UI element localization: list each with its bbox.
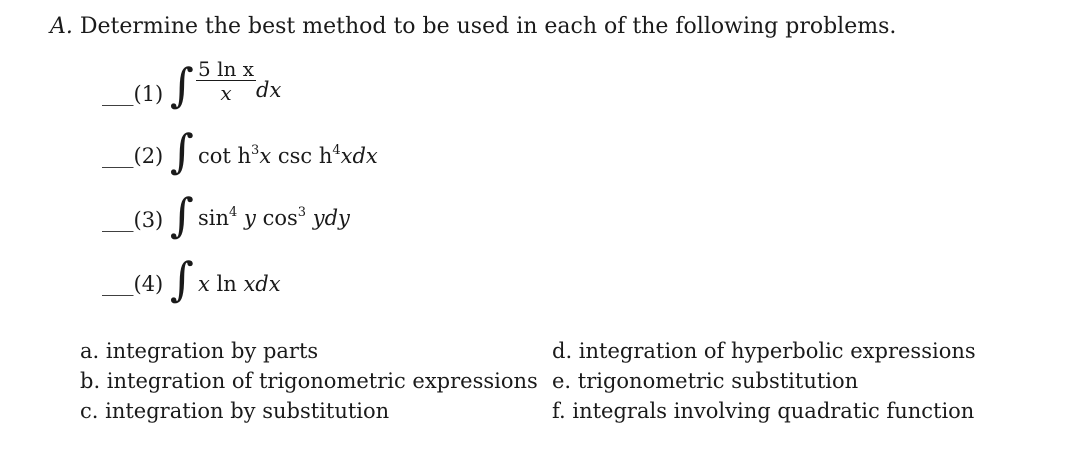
problem-3-func2: cos (262, 206, 298, 230)
option-f: f. integrals involving quadratic function (552, 399, 975, 423)
option-c: c. integration by substitution (80, 399, 390, 423)
problem-2-power2: 4 (332, 143, 341, 158)
option-d: d. integration of hyperbolic expressions (552, 339, 976, 363)
problem-4 (102, 252, 602, 316)
problem-3-power2: 3 (297, 205, 307, 220)
problem-3-expression (198, 206, 350, 230)
option-b: b. integration of trigonometric expressions (80, 369, 538, 393)
instruction-text: Determine the best method to be used in each of the following problems. (79, 14, 897, 39)
question-heading (50, 14, 896, 39)
section-label: A. (50, 14, 73, 39)
problem-1 (102, 58, 602, 118)
problem-2-expression (198, 144, 378, 168)
integral-sign-icon: ∫ (170, 252, 194, 306)
integral-sign-icon: ∫ (170, 188, 194, 242)
problem-2-func2: csc h (277, 144, 333, 168)
problem-4-label: ___(4) (102, 272, 164, 296)
problem-3-label: ___(3) (102, 208, 164, 232)
problem-2-func1: cot h (198, 144, 252, 168)
option-a: a. integration by parts (80, 339, 319, 363)
problem-4-part2: xdx (243, 272, 281, 296)
problem-2-var1: x (259, 144, 272, 168)
problem-3-tail: ydy (312, 206, 350, 230)
problem-4-part1: x (198, 272, 210, 296)
integral-sign-icon: ∫ (170, 58, 194, 112)
problem-4-func: ln (216, 272, 237, 296)
problem-2-tail: xdx (340, 144, 378, 168)
problem-1-differential: dx (256, 78, 282, 102)
problem-1-label: ___(1) (102, 82, 164, 106)
problem-3-var1: y (244, 206, 256, 230)
option-e: e. trigonometric substitution (552, 369, 859, 393)
problem-1-fraction (196, 58, 256, 105)
problem-3 (102, 188, 602, 252)
problem-3-power1: 4 (229, 205, 238, 220)
problem-1-numerator: 5 ln x (198, 57, 254, 81)
problem-2-label: ___(2) (102, 144, 164, 168)
problem-3-func1: sin (198, 206, 230, 230)
problem-1-denominator: x (220, 81, 232, 105)
integral-sign-icon: ∫ (170, 124, 194, 178)
problem-4-expression (198, 272, 281, 296)
problem-2 (102, 124, 602, 188)
problem-2-power1: 3 (251, 143, 260, 158)
